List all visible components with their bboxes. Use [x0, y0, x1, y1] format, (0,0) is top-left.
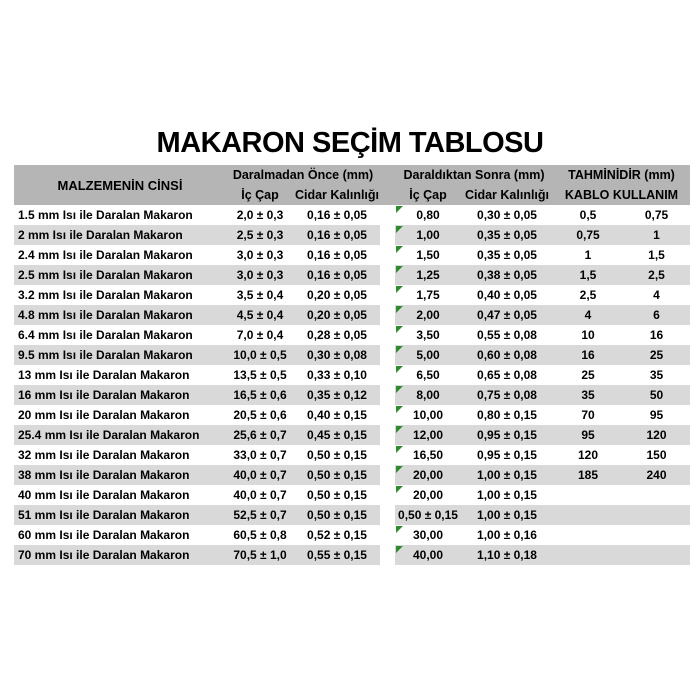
material-cell: 6.4 mm Isı ile Daralan Makaron	[14, 325, 226, 345]
after-ic-cap-cell: 3,50	[395, 325, 461, 345]
table-row	[14, 425, 690, 445]
before-cidar-cell: 0,52 ± 0,15	[294, 525, 380, 545]
before-cidar-cell: 0,20 ± 0,05	[294, 305, 380, 325]
kablo-max-cell: 16	[623, 325, 690, 345]
kablo-min-cell: 1	[553, 245, 623, 265]
after-ic-cap-cell: 0,80	[395, 205, 461, 225]
green-corner-triangle-icon	[396, 466, 403, 473]
before-ic-cap-cell: 7,0 ± 0,4	[226, 325, 294, 345]
before-ic-cap-cell: 20,5 ± 0,6	[226, 405, 294, 425]
page-title: MAKARON SEÇİM TABLOSU	[156, 127, 544, 159]
table-row	[14, 205, 690, 225]
before-ic-cap-cell: 70,5 ± 1,0	[226, 545, 294, 565]
after-ic-cap-cell: 16,50	[395, 445, 461, 465]
column-gap	[380, 485, 395, 505]
kablo-max-cell	[623, 545, 690, 565]
before-ic-cap-cell: 2,0 ± 0,3	[226, 205, 294, 225]
header-wall-thickness-before: Cidar Kalınlığı	[294, 188, 380, 202]
header-inner-diameter-before: İç Çap	[241, 188, 279, 202]
after-ic-cap-cell: 1,00	[395, 225, 461, 245]
after-ic-cap-cell: 2,00	[395, 305, 461, 325]
header-group-after-shrink: Daraldıktan Sonra (mm)	[403, 168, 545, 182]
kablo-min-cell: 1,5	[553, 265, 623, 285]
column-gap	[380, 325, 395, 345]
table-row	[14, 325, 690, 345]
material-cell: 20 mm Isı ile Daralan Makaron	[14, 405, 226, 425]
material-cell: 2.4 mm Isı ile Daralan Makaron	[14, 245, 226, 265]
kablo-min-cell: 35	[553, 385, 623, 405]
before-ic-cap-cell: 40,0 ± 0,7	[226, 465, 294, 485]
kablo-min-cell: 4	[553, 305, 623, 325]
before-ic-cap-cell: 16,5 ± 0,6	[226, 385, 294, 405]
kablo-min-cell: 10	[553, 325, 623, 345]
kablo-min-cell	[553, 525, 623, 545]
after-cidar-cell: 1,00 ± 0,15	[461, 465, 553, 485]
before-cidar-cell: 0,20 ± 0,05	[294, 285, 380, 305]
after-cidar-cell: 1,10 ± 0,18	[461, 545, 553, 565]
green-corner-triangle-icon	[396, 406, 403, 413]
header-group-before-shrink: Daralmadan Önce (mm)	[232, 168, 374, 182]
kablo-min-cell: 120	[553, 445, 623, 465]
after-cidar-cell: 1,00 ± 0,16	[461, 525, 553, 545]
before-cidar-cell: 0,50 ± 0,15	[294, 445, 380, 465]
table-row	[14, 485, 690, 505]
green-corner-triangle-icon	[396, 286, 403, 293]
material-cell: 3.2 mm Isı ile Daralan Makaron	[14, 285, 226, 305]
material-cell: 32 mm Isı ile Daralan Makaron	[14, 445, 226, 465]
after-ic-cap-cell: 8,00	[395, 385, 461, 405]
kablo-max-cell	[623, 525, 690, 545]
after-ic-cap-cell: 20,00	[395, 465, 461, 485]
column-gap	[380, 505, 395, 525]
kablo-min-cell: 185	[553, 465, 623, 485]
table-row	[14, 285, 690, 305]
before-ic-cap-cell: 52,5 ± 0,7	[226, 505, 294, 525]
after-cidar-cell: 0,80 ± 0,15	[461, 405, 553, 425]
before-ic-cap-cell: 60,5 ± 0,8	[226, 525, 294, 545]
green-corner-triangle-icon	[396, 266, 403, 273]
after-cidar-cell: 0,38 ± 0,05	[461, 265, 553, 285]
green-corner-triangle-icon	[396, 526, 403, 533]
green-corner-triangle-icon	[396, 446, 403, 453]
after-cidar-cell: 0,75 ± 0,08	[461, 385, 553, 405]
kablo-max-cell: 6	[623, 305, 690, 325]
after-ic-cap-cell: 0,50 ± 0,15	[395, 505, 461, 525]
after-ic-cap-cell: 1,25	[395, 265, 461, 285]
column-gap	[380, 225, 395, 245]
kablo-max-cell: 4	[623, 285, 690, 305]
after-ic-cap-cell: 6,50	[395, 365, 461, 385]
kablo-min-cell: 0,75	[553, 225, 623, 245]
table-row	[14, 525, 690, 545]
before-ic-cap-cell: 3,5 ± 0,4	[226, 285, 294, 305]
column-gap	[380, 265, 395, 285]
kablo-max-cell: 150	[623, 445, 690, 465]
before-cidar-cell: 0,16 ± 0,05	[294, 265, 380, 285]
before-ic-cap-cell: 3,0 ± 0,3	[226, 245, 294, 265]
green-corner-triangle-icon	[396, 326, 403, 333]
kablo-max-cell: 25	[623, 345, 690, 365]
kablo-min-cell	[553, 505, 623, 525]
kablo-max-cell: 2,5	[623, 265, 690, 285]
kablo-min-cell: 2,5	[553, 285, 623, 305]
column-gap	[380, 465, 395, 485]
column-gap	[380, 245, 395, 265]
after-cidar-cell: 0,30 ± 0,05	[461, 205, 553, 225]
before-ic-cap-cell: 2,5 ± 0,3	[226, 225, 294, 245]
green-corner-triangle-icon	[396, 386, 403, 393]
table-row	[14, 265, 690, 285]
green-corner-triangle-icon	[396, 306, 403, 313]
before-ic-cap-cell: 3,0 ± 0,3	[226, 265, 294, 285]
material-cell: 4.8 mm Isı ile Daralan Makaron	[14, 305, 226, 325]
material-cell: 1.5 mm Isı ile Daralan Makaron	[14, 205, 226, 225]
table-row	[14, 225, 690, 245]
material-cell: 38 mm Isı ile Daralan Makaron	[14, 465, 226, 485]
column-gap	[380, 425, 395, 445]
column-gap	[380, 445, 395, 465]
column-gap	[380, 285, 395, 305]
table-row	[14, 305, 690, 325]
column-gap	[380, 405, 395, 425]
kablo-min-cell: 25	[553, 365, 623, 385]
before-cidar-cell: 0,50 ± 0,15	[294, 505, 380, 525]
before-ic-cap-cell: 13,5 ± 0,5	[226, 365, 294, 385]
table-row	[14, 405, 690, 425]
table-row	[14, 465, 690, 485]
kablo-max-cell	[623, 485, 690, 505]
table-row	[14, 545, 690, 565]
after-ic-cap-cell: 1,75	[395, 285, 461, 305]
column-gap	[380, 365, 395, 385]
makaron-selection-table	[14, 165, 690, 565]
after-ic-cap-cell: 30,00	[395, 525, 461, 545]
green-corner-triangle-icon	[396, 246, 403, 253]
kablo-max-cell: 1,5	[623, 245, 690, 265]
before-ic-cap-cell: 25,6 ± 0,7	[226, 425, 294, 445]
table-row	[14, 445, 690, 465]
column-gap	[380, 345, 395, 365]
header-spacer	[380, 165, 395, 205]
column-gap	[380, 545, 395, 565]
material-cell: 13 mm Isı ile Daralan Makaron	[14, 365, 226, 385]
after-cidar-cell: 0,55 ± 0,08	[461, 325, 553, 345]
material-cell: 2.5 mm Isı ile Daralan Makaron	[14, 265, 226, 285]
before-cidar-cell: 0,28 ± 0,05	[294, 325, 380, 345]
after-ic-cap-cell: 10,00	[395, 405, 461, 425]
before-ic-cap-cell: 4,5 ± 0,4	[226, 305, 294, 325]
before-cidar-cell: 0,33 ± 0,10	[294, 365, 380, 385]
before-cidar-cell: 0,55 ± 0,15	[294, 545, 380, 565]
green-corner-triangle-icon	[396, 546, 403, 553]
material-cell: 51 mm Isı ile Daralan Makaron	[14, 505, 226, 525]
before-cidar-cell: 0,16 ± 0,05	[294, 245, 380, 265]
before-cidar-cell: 0,30 ± 0,08	[294, 345, 380, 365]
kablo-min-cell	[553, 485, 623, 505]
kablo-min-cell: 0,5	[553, 205, 623, 225]
after-cidar-cell: 0,40 ± 0,05	[461, 285, 553, 305]
material-cell: 9.5 mm Isı ile Daralan Makaron	[14, 345, 226, 365]
kablo-max-cell: 1	[623, 225, 690, 245]
before-cidar-cell: 0,16 ± 0,05	[294, 225, 380, 245]
kablo-min-cell: 70	[553, 405, 623, 425]
header-inner-diameter-after: İç Çap	[409, 188, 447, 202]
before-cidar-cell: 0,16 ± 0,05	[294, 205, 380, 225]
column-gap	[380, 385, 395, 405]
before-ic-cap-cell: 40,0 ± 0,7	[226, 485, 294, 505]
before-cidar-cell: 0,50 ± 0,15	[294, 485, 380, 505]
after-ic-cap-cell: 12,00	[395, 425, 461, 445]
after-cidar-cell: 0,35 ± 0,05	[461, 225, 553, 245]
kablo-max-cell: 35	[623, 365, 690, 385]
table-header	[14, 165, 690, 205]
after-cidar-cell: 0,35 ± 0,05	[461, 245, 553, 265]
kablo-max-cell: 0,75	[623, 205, 690, 225]
header-group-estimate: TAHMİNİDİR (mm)	[568, 168, 675, 182]
after-ic-cap-cell: 20,00	[395, 485, 461, 505]
kablo-min-cell	[553, 545, 623, 565]
before-ic-cap-cell: 33,0 ± 0,7	[226, 445, 294, 465]
material-cell: 40 mm Isı ile Daralan Makaron	[14, 485, 226, 505]
green-corner-triangle-icon	[396, 206, 403, 213]
before-ic-cap-cell: 10,0 ± 0,5	[226, 345, 294, 365]
kablo-min-cell: 95	[553, 425, 623, 445]
before-cidar-cell: 0,40 ± 0,15	[294, 405, 380, 425]
after-cidar-cell: 0,95 ± 0,15	[461, 445, 553, 465]
material-cell: 2 mm Isı ile Daralan Makaron	[14, 225, 226, 245]
after-cidar-cell: 0,60 ± 0,08	[461, 345, 553, 365]
table-row	[14, 385, 690, 405]
green-corner-triangle-icon	[396, 426, 403, 433]
column-gap	[380, 205, 395, 225]
material-cell: 70 mm Isı ile Daralan Makaron	[14, 545, 226, 565]
material-cell: 25.4 mm Isı ile Daralan Makaron	[14, 425, 226, 445]
after-cidar-cell: 0,65 ± 0,08	[461, 365, 553, 385]
table-row	[14, 245, 690, 265]
after-cidar-cell: 0,95 ± 0,15	[461, 425, 553, 445]
header-wall-thickness-after: Cidar Kalınlığı	[464, 188, 550, 202]
kablo-max-cell: 50	[623, 385, 690, 405]
kablo-max-cell: 95	[623, 405, 690, 425]
kablo-max-cell: 240	[623, 465, 690, 485]
after-ic-cap-cell: 1,50	[395, 245, 461, 265]
header-material: MALZEMENİN CİNSİ	[57, 177, 183, 193]
table-row	[14, 345, 690, 365]
before-cidar-cell: 0,50 ± 0,15	[294, 465, 380, 485]
column-gap	[380, 525, 395, 545]
kablo-min-cell: 16	[553, 345, 623, 365]
before-cidar-cell: 0,35 ± 0,12	[294, 385, 380, 405]
kablo-max-cell	[623, 505, 690, 525]
material-cell: 60 mm Isı ile Daralan Makaron	[14, 525, 226, 545]
green-corner-triangle-icon	[396, 346, 403, 353]
table-row	[14, 505, 690, 525]
table-body	[14, 205, 690, 565]
kablo-max-cell: 120	[623, 425, 690, 445]
column-gap	[380, 305, 395, 325]
green-corner-triangle-icon	[396, 226, 403, 233]
after-ic-cap-cell: 40,00	[395, 545, 461, 565]
before-cidar-cell: 0,45 ± 0,15	[294, 425, 380, 445]
header-cable-usage: KABLO KULLANIM	[564, 188, 679, 202]
after-cidar-cell: 1,00 ± 0,15	[461, 505, 553, 525]
after-cidar-cell: 1,00 ± 0,15	[461, 485, 553, 505]
table-row	[14, 365, 690, 385]
green-corner-triangle-icon	[396, 486, 403, 493]
after-cidar-cell: 0,47 ± 0,05	[461, 305, 553, 325]
green-corner-triangle-icon	[396, 366, 403, 373]
material-cell: 16 mm Isı ile Daralan Makaron	[14, 385, 226, 405]
after-ic-cap-cell: 5,00	[395, 345, 461, 365]
